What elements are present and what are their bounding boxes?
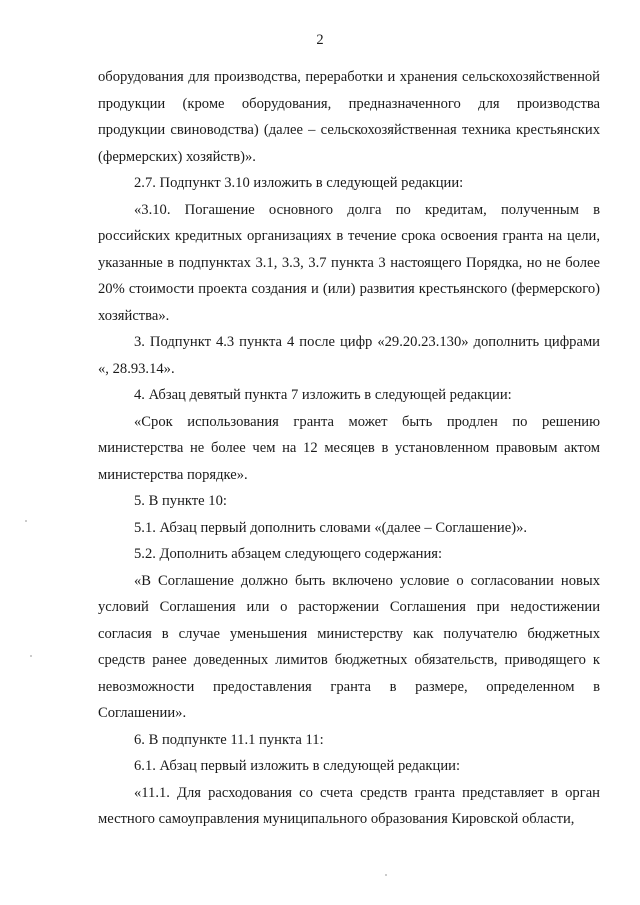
scan-speck xyxy=(385,874,387,876)
paragraph-2-7: 2.7. Подпункт 3.10 изложить в следующей редакции: xyxy=(134,175,464,191)
paragraph-equipment-continuation: оборудования для производства, переработки и хранения сельскохозяйственной продукции (кроме оборудования, предназначенного для производства продукции свиноводства) (далее – сельскохозяйственная техника крестьянских (фермерских) хозяйств)». xyxy=(98,69,600,165)
paragraph-11-1-quote: «11.1. Для расходования со счета средств гранта представляет в орган местного самоуправления муниципального образования Кировской области, xyxy=(98,784,600,827)
paragraph-agreement-quote: «В Соглашение должно быть включено условие о согласовании новых условий Соглашения или о расторжении Соглашения при недостижении согласия в случае уменьшения министерству как получателю бюджетных средств ранее доведенных лимитов бюджетных обязательств, приводящего к невозможности предоставления гранта в размере, определенном в Соглашении». xyxy=(98,572,600,721)
paragraph-6-1: 6.1. Абзац первый изложить в следующей редакции: xyxy=(134,758,461,774)
paragraph-5-1: 5.1. Абзац первый дополнить словами «(далее – Соглашение)». xyxy=(134,519,528,536)
page-number: 2 xyxy=(316,32,324,48)
paragraph-6: 6. В подпункте 11.1 пункта 11: xyxy=(134,731,324,748)
paragraph-3: 3. Подпункт 4.3 пункта 4 после цифр «29.20.23.130» дополнить цифрами «, 28.93.14». xyxy=(98,334,600,377)
paragraph-4: 4. Абзац девятый пункта 7 изложить в следующей редакции: xyxy=(134,387,512,403)
paragraph-grant-term-quote: «Срок использования гранта может быть продлен по решению министерства не более чем на 12 месяцев в установленном правовым актом министерства порядке». xyxy=(98,413,600,483)
paragraph-5-2: 5.2. Дополнить абзацем следующего содержания: xyxy=(134,546,443,562)
paragraph-5: 5. В пункте 10: xyxy=(134,493,227,509)
paragraph-3-10-quote: «3.10. Погашение основного долга по кредитам, полученным в российских кредитных организациях в течение срока освоения гранта на цели, указанные в подпунктах 3.1, 3.3, 3.7 пункта 3 настоящего Порядка, но не более 20% стоимости проекта создания и (или) развития крестьянского (фермерского) хозяйства». xyxy=(98,201,600,324)
scan-speck xyxy=(25,520,27,522)
scan-speck xyxy=(30,655,32,657)
document-body xyxy=(98,64,600,833)
